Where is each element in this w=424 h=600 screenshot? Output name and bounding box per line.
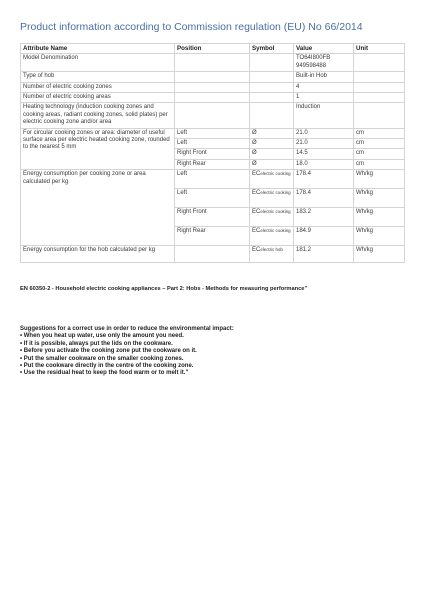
position-cell: Right Rear [175, 159, 250, 169]
value-cell: 178.4 [294, 170, 354, 189]
product-info-table [20, 43, 405, 263]
table-row [21, 54, 405, 72]
value-cell: 183.2 [294, 208, 354, 227]
attr-cooking-zones: Number of electric cooking zones [21, 82, 175, 92]
value-cell: 21.0 [294, 139, 354, 149]
model-code: TO64I800FB [296, 55, 331, 62]
list-item: • Use the residual heat to keep the food warm or to melt it." [20, 370, 189, 377]
list-item: • Put the smaller cookware on the smaller cooking zones. [20, 355, 184, 362]
table-row [21, 103, 405, 128]
position-cell: Left [175, 170, 250, 189]
symbol-cell: Ø [250, 159, 294, 169]
unit-cell: cm [354, 159, 405, 169]
attr-energy-per-zone: Energy consumption per cooking zone or area calculated per kg [21, 170, 175, 246]
header-value: Value [294, 44, 354, 54]
value-cell: 181.2 [294, 246, 354, 263]
unit-cell: Wh/kg [354, 170, 405, 189]
attr-energy-hob: Energy consumption for the hob calculated per kg [21, 246, 175, 263]
list-item: • Before you activate the cooking zone put the cookware on it. [20, 348, 197, 355]
unit-cell: cm [354, 128, 405, 138]
table-row [21, 170, 405, 189]
list-item: • When you heat up water, use only the amount you need. [20, 333, 184, 340]
hob-type-value: Built-in Hob [294, 72, 354, 82]
attr-heating-technology: Heating technology (induction cooking zones and cooking areas, radiant cooking zones, solid plates) per electric cooking zone and/or area [21, 103, 175, 128]
position-cell: Left [175, 189, 250, 208]
value-cell: 184.9 [294, 227, 354, 246]
symbol-cell: ECelectric cooking [250, 189, 294, 208]
header-position: Position [175, 44, 250, 54]
value-cell: 14.5 [294, 149, 354, 159]
attr-zone-diameter: For circular cooking zones or area: diameter of useful surface area per electric heated cooking zone, rounded to the nearest 5 mm [21, 128, 175, 170]
position-cell: Right Front [175, 208, 250, 227]
suggestions-block [20, 326, 410, 378]
table-header-row [21, 44, 405, 54]
cooking-zones-value: 4 [294, 82, 354, 92]
page-title: Product information according to Commission regulation (EU) No 66/2014 [20, 21, 363, 33]
position-cell: Right Rear [175, 227, 250, 246]
position-cell: Left [175, 139, 250, 149]
symbol-cell: ECelectric cooking [250, 208, 294, 227]
value-cell: 178.4 [294, 189, 354, 208]
model-pnc: 949598488 [296, 62, 327, 69]
symbol-cell: Ø [250, 128, 294, 138]
value-cell: 21.0 [294, 128, 354, 138]
header-attribute-name: Attribute Name [21, 44, 175, 54]
symbol-cell: ECelectric cooking [250, 227, 294, 246]
table-row [21, 93, 405, 103]
list-item: • If it is possible, always put the lids on the cookware. [20, 340, 173, 347]
model-value [294, 54, 354, 72]
suggestions-heading: Suggestions for a correct use in order to reduce the environmental impact: [20, 326, 234, 332]
unit-cell: Wh/kg [354, 227, 405, 246]
header-unit: Unit [354, 44, 405, 54]
position-cell: Left [175, 128, 250, 138]
cooking-areas-value: 1 [294, 93, 354, 103]
symbol-cell: Ø [250, 139, 294, 149]
list-item: • Put the cookware directly in the centre of the cooking zone. [20, 363, 194, 370]
value-cell: 18.0 [294, 159, 354, 169]
header-symbol: Symbol [250, 44, 294, 54]
unit-cell: cm [354, 149, 405, 159]
unit-cell: Wh/kg [354, 246, 405, 263]
unit-cell: cm [354, 139, 405, 149]
attr-hob-type: Type of hob [21, 72, 175, 82]
attr-model-denomination: Model Denomination [21, 54, 175, 72]
table-row [21, 82, 405, 92]
standard-note: EN 60350-2 - Household electric cooking appliances – Part 2: Hobs - Methods for measuring performance" [20, 286, 308, 292]
table-row [21, 246, 405, 263]
table-row [21, 72, 405, 82]
symbol-cell: Ø [250, 149, 294, 159]
attr-cooking-areas: Number of electric cooking areas [21, 93, 175, 103]
unit-cell: Wh/kg [354, 208, 405, 227]
heating-technology-value: Induction [294, 103, 354, 128]
symbol-cell: ECelectric hob [250, 246, 294, 263]
unit-cell: Wh/kg [354, 189, 405, 208]
symbol-cell: ECelectric cooking [250, 170, 294, 189]
table-row [21, 128, 405, 138]
position-cell: Right Front [175, 149, 250, 159]
